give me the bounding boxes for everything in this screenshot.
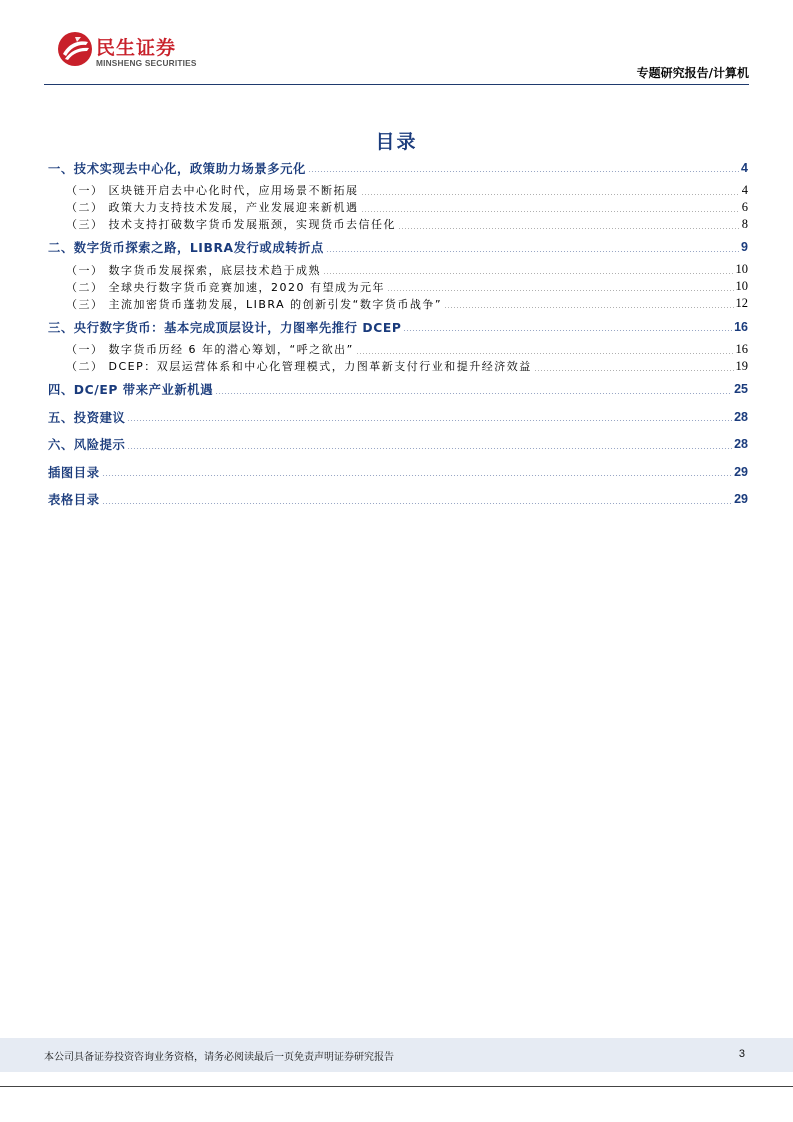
company-logo: [56, 30, 256, 74]
toc-subsection-page: 16: [735, 341, 748, 356]
toc-section-entry[interactable]: [48, 155, 748, 181]
toc-dot-leader: [403, 330, 732, 331]
toc-section-page: 25: [734, 382, 748, 397]
toc-section-label: 表格目录: [48, 493, 100, 508]
toc-subsection-label: （一） 区块链开启去中心化时代，应用场景不断拓展: [66, 184, 359, 197]
toc-subsection-page: 12: [735, 296, 748, 310]
toc-subsection-label: （二） 政策大力支持技术发展，产业发展迎来新机遇: [66, 201, 359, 214]
toc-section-label: 二、数字货币探索之路，LIBRA发行或成转折点: [48, 241, 324, 256]
brand-name-cn: 民生证券: [96, 37, 177, 59]
table-of-contents: [48, 155, 748, 512]
toc-section-entry[interactable]: [48, 314, 748, 340]
toc-subsection-label: （三） 主流加密货币蓬勃发展，LIBRA 的创新引发“数字货币战争”: [66, 297, 443, 311]
toc-subsection-label: （一） 数字货币发展探索，底层技术趋于成熟: [66, 263, 321, 277]
toc-section-label: 三、央行数字货币：基本完成顶层设计，力图率先推行 DCEP: [48, 320, 402, 335]
toc-section-entry[interactable]: [48, 459, 748, 485]
toc-title: 目录: [375, 131, 418, 153]
toc-subsection-page: 8: [741, 216, 748, 231]
toc-dot-leader: [444, 307, 733, 308]
toc-dot-leader: [323, 273, 734, 274]
toc-dot-leader: [534, 370, 734, 371]
report-category-tag: 专题研究报告/计算机: [636, 66, 749, 80]
toc-subsection-label: （二） DCEP：双层运营体系和中心化管理模式，力图革新支付行业和提升经济效益: [66, 360, 532, 373]
toc-subsection-entry[interactable]: [48, 182, 748, 199]
toc-subsection-page: 19: [735, 358, 748, 373]
toc-dot-leader: [361, 194, 740, 195]
toc-section-entry[interactable]: [48, 432, 748, 458]
toc-section-label: 插图目录: [48, 465, 100, 480]
toc-section-label: 一、技术实现去中心化，政策助力场景多元化: [48, 161, 306, 176]
toc-subsection-page: 10: [735, 262, 748, 276]
toc-subsection-label: （一） 数字货币历经 6 年的潜心筹划，“呼之欲出”: [66, 343, 354, 356]
toc-section-page: 9: [741, 240, 748, 255]
toc-section-entry[interactable]: [48, 235, 748, 261]
toc-section-page: 28: [734, 409, 748, 424]
toc-subsection-entry[interactable]: [48, 278, 748, 295]
toc-dot-leader: [127, 448, 732, 449]
toc-subsection-entry[interactable]: [48, 358, 748, 375]
toc-section-page: 28: [734, 437, 748, 452]
toc-section-label: 四、DC/EP 带来产业新机遇: [48, 383, 214, 398]
minsheng-logo-icon: [56, 30, 94, 68]
header-divider: [44, 84, 749, 85]
toc-subsection-entry[interactable]: [48, 199, 748, 216]
toc-dot-leader: [361, 211, 740, 212]
toc-section-page: 4: [741, 160, 748, 175]
toc-subsection-entry[interactable]: [48, 341, 748, 358]
toc-dot-leader: [387, 290, 734, 291]
toc-dot-leader: [326, 251, 739, 252]
toc-section-entry[interactable]: [48, 404, 748, 430]
toc-dot-leader: [102, 503, 733, 504]
toc-dot-leader: [127, 420, 732, 421]
toc-dot-leader: [398, 228, 740, 229]
toc-subsection-page: 10: [735, 279, 748, 293]
page-number: 3: [738, 1048, 745, 1060]
toc-section-label: 五、投资建议: [48, 410, 126, 425]
toc-dot-leader: [102, 475, 733, 476]
toc-section-page: 16: [734, 319, 748, 334]
toc-section-page: 29: [734, 464, 748, 479]
brand-name-en: MINSHENG SECURITIES: [96, 58, 197, 68]
toc-subsection-entry[interactable]: [48, 261, 748, 278]
toc-dot-leader: [308, 171, 739, 172]
toc-subsection-entry[interactable]: [48, 295, 748, 312]
toc-subsection-label: （二） 全球央行数字货币竞赛加速，2020 有望成为元年: [66, 280, 385, 294]
toc-subsection-page: 4: [741, 182, 748, 197]
toc-subsection-label: （三） 技术支持打破数字货币发展瓶颈，实现货币去信任化: [66, 218, 396, 231]
toc-subsection-page: 6: [741, 199, 748, 214]
page-header: [0, 0, 793, 90]
toc-section-label: 六、风险提示: [48, 438, 126, 453]
footer-divider: [0, 1086, 793, 1087]
toc-dot-leader: [356, 353, 734, 354]
toc-dot-leader: [215, 393, 732, 394]
toc-subsection-entry[interactable]: [48, 216, 748, 233]
toc-section-entry[interactable]: [48, 487, 748, 513]
toc-section-entry[interactable]: [48, 377, 748, 403]
toc-section-page: 29: [734, 492, 748, 507]
footer-disclaimer: 本公司具备证券投资咨询业务资格，请务必阅读最后一页免责声明证券研究报告: [44, 1052, 394, 1063]
